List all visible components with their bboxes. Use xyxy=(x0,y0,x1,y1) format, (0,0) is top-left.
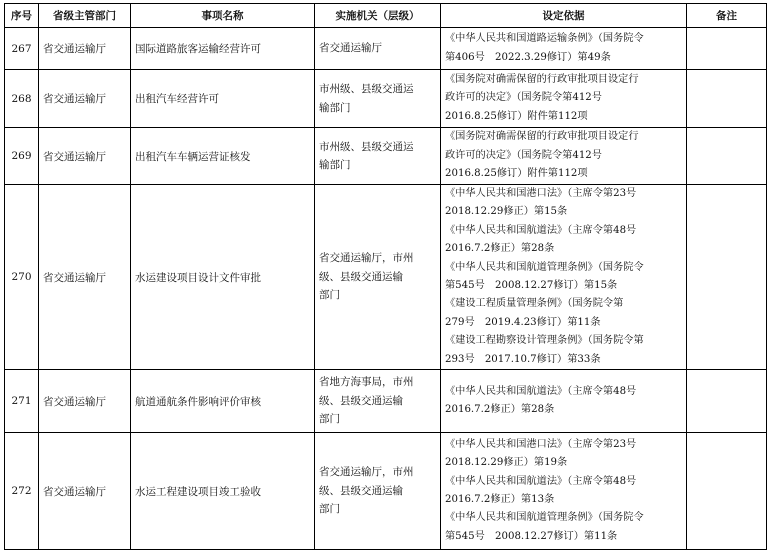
row-authority xyxy=(315,128,441,185)
table-row xyxy=(5,128,767,185)
header-department: 省级主管部门 xyxy=(39,4,131,28)
basis-line: 2018.12.29修正）第15条 xyxy=(445,206,568,218)
basis-line: 《国务院对确需保留的行政审批项目设定行 xyxy=(445,131,639,143)
authority-line: 部门 xyxy=(319,503,340,516)
row-item-name: 水运工程建设项目竣工验收 xyxy=(131,433,315,550)
row-department: 省交通运输厅 xyxy=(39,433,131,550)
row-remarks xyxy=(687,433,767,550)
basis-line: 《中华人民共和国道路运输条例》（国务院令 xyxy=(445,33,644,45)
row-department: 省交通运输厅 xyxy=(39,128,131,185)
basis-line: 2016.8.25修订）附件第112项 xyxy=(445,168,588,180)
basis-line: 293号 2017.10.7修订）第33条 xyxy=(445,353,601,365)
table-row xyxy=(5,433,767,550)
basis-line: 《中华人民共和国港口法》（主席令第23号 xyxy=(445,188,637,199)
authority-line: 市州级、县级交通运 xyxy=(319,83,414,96)
header-remarks: 备注 xyxy=(687,4,767,28)
authority-line: 级、县级交通运输 xyxy=(319,394,403,407)
row-number: 268 xyxy=(5,70,39,128)
authority-line: 级、县级交通运输 xyxy=(319,270,403,283)
basis-line: 2016.7.2修正）第28条 xyxy=(445,404,555,416)
basis-line: 《建设工程勘察设计管理条例》（国务院令第 xyxy=(445,335,644,347)
basis-line: 《中华人民共和国航道法》（主席令第48号 xyxy=(445,385,637,397)
basis-line: 《建设工程质量管理条例》（国务院令第 xyxy=(445,298,624,310)
row-department: 省交通运输厅 xyxy=(39,28,131,70)
row-department: 省交通运输厅 xyxy=(39,70,131,128)
basis-line: 《国务院对确需保留的行政审批项目设定行 xyxy=(445,73,639,85)
row-number: 271 xyxy=(5,370,39,433)
row-remarks xyxy=(687,128,767,185)
authority-line: 省交通运输厅，市州 xyxy=(319,252,414,265)
basis-line: 2018.12.29修正）第19条 xyxy=(445,457,568,469)
header-serial-number: 序号 xyxy=(5,4,39,28)
row-basis xyxy=(441,185,687,370)
row-item-name: 出租汽车经营许可 xyxy=(131,70,315,128)
header-implementing-authority: 实施机关（层级） xyxy=(315,4,441,28)
basis-line: 2016.7.2修正）第13条 xyxy=(445,494,555,506)
authority-line: 输部门 xyxy=(319,159,351,171)
row-remarks xyxy=(687,185,767,370)
basis-line: 《中华人民共和国航道法》（主席令第48号 xyxy=(445,475,637,487)
row-basis xyxy=(441,28,687,70)
table-row xyxy=(5,370,767,433)
table-row xyxy=(5,185,767,370)
authority-line: 市州级、县级交通运 xyxy=(319,140,414,153)
row-item-name: 水运建设项目设计文件审批 xyxy=(131,185,315,370)
basis-line: 《中华人民共和国航道法》（主席令第48号 xyxy=(445,224,637,236)
row-item-name: 国际道路旅客运输经营许可 xyxy=(131,28,315,70)
authority-line: 级、县级交通运输 xyxy=(319,484,403,497)
row-item-name: 航道通航条件影响评价审核 xyxy=(131,370,315,433)
row-remarks xyxy=(687,370,767,433)
row-item-name: 出租汽车车辆运营证核发 xyxy=(131,128,315,185)
row-authority xyxy=(315,433,441,550)
row-number: 269 xyxy=(5,128,39,185)
basis-line: 《中华人民共和国航道管理条例》（国务院令 xyxy=(445,512,644,524)
row-department: 省交通运输厅 xyxy=(39,370,131,433)
table-header-row xyxy=(5,4,767,28)
row-authority xyxy=(315,28,441,70)
basis-line: 第545号 2008.12.27修订）第11条 xyxy=(445,530,618,542)
authority-line: 部门 xyxy=(319,413,340,426)
basis-line: 279号 2019.4.23修订）第11条 xyxy=(445,316,601,328)
approval-items-table xyxy=(4,3,767,550)
header-legal-basis: 设定依据 xyxy=(441,4,687,28)
basis-line: 政许可的决定》（国务院令第412号 xyxy=(445,92,602,104)
basis-line: 《中华人民共和国航道管理条例》（国务院令 xyxy=(445,261,644,273)
table-row xyxy=(5,70,767,128)
basis-line: 第406号 2022.3.29修订）第49条 xyxy=(445,51,611,63)
basis-line: 2016.7.2修正）第28条 xyxy=(445,243,555,255)
row-authority xyxy=(315,370,441,433)
row-department: 省交通运输厅 xyxy=(39,185,131,370)
row-basis xyxy=(441,370,687,433)
row-number: 270 xyxy=(5,185,39,370)
authority-line: 输部门 xyxy=(319,101,351,114)
header-item-name: 事项名称 xyxy=(131,4,315,28)
authority-line: 省交通运输厅，市州 xyxy=(319,466,414,479)
row-remarks xyxy=(687,28,767,70)
row-remarks xyxy=(687,70,767,128)
authority-line: 部门 xyxy=(319,289,340,302)
row-number: 272 xyxy=(5,433,39,550)
row-basis xyxy=(441,128,687,185)
basis-line: 《中华人民共和国港口法》（主席令第23号 xyxy=(445,438,637,450)
row-authority xyxy=(315,70,441,128)
authority-line: 省地方海事局，市州 xyxy=(319,376,414,389)
row-number: 267 xyxy=(5,28,39,70)
row-basis xyxy=(441,433,687,550)
basis-line: 2016.8.25修订）附件第112项 xyxy=(445,110,588,122)
basis-line: 第545号 2008.12.27修订）第15条 xyxy=(445,280,618,292)
row-authority xyxy=(315,185,441,370)
basis-line: 政许可的决定》（国务院令第412号 xyxy=(445,149,602,161)
row-basis xyxy=(441,70,687,128)
authority-line: 省交通运输厅 xyxy=(319,42,382,55)
table-row xyxy=(5,28,767,70)
